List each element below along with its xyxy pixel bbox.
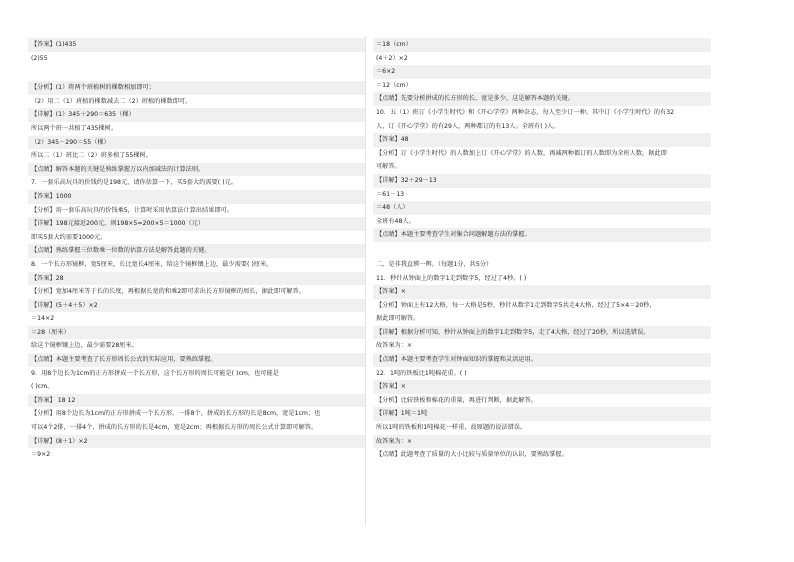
text-line: 可解答。 xyxy=(376,163,401,171)
text-line: 故答案为：× xyxy=(373,435,711,449)
text-line: 所以二（1）班比二（2）班多植了55棵树。 xyxy=(31,152,152,160)
text-line: 所以两个班一共植了435棵树。 xyxy=(31,124,118,132)
text-line: 【答案】28 xyxy=(28,272,366,286)
text-line: 【点睛】熟练掌握三位数乘一位数的估算方法是解答此题的关键。 xyxy=(28,244,366,258)
text-line: （2）345－290＝55（棵） xyxy=(28,136,366,150)
text-line: 12．1吨的铁板比1吨棉花重。( ) xyxy=(376,369,467,377)
text-line: (4＋2）×2 xyxy=(376,54,408,62)
text-line: 人，订《开心学堂》的有29人，两种都订的有13人。全班有( )人。 xyxy=(376,122,560,130)
text-line xyxy=(28,65,366,81)
left-column xyxy=(28,38,366,462)
text-line: 【分析】(1）将两个班植树的棵数相加即可； xyxy=(28,81,366,95)
text-line: 【点睛】先要分析拼成的长方形的长、宽是多少，这是解答本题的关键。 xyxy=(373,92,711,106)
text-line: 【分析】用一套乐高玩具的价钱乘5，计算时采用估算法计算出结果即可。 xyxy=(31,206,233,214)
text-line: ＝6×2 xyxy=(373,65,711,79)
right-column xyxy=(373,38,711,462)
text-line: 【点睛】本题主要考查了长方形周长公式的实际应用，要熟练掌握。 xyxy=(28,353,366,367)
text-line: 【答案】1000 xyxy=(28,190,366,204)
text-line: 【分析】比较铁板和棉花的重量，再进行判断，据此解答。 xyxy=(376,396,537,404)
text-line: 11．秒针从钟面上的数字1走到数字5，经过了4秒。( ) xyxy=(376,274,527,282)
text-line: 7．一套乐高玩具的价钱约是198元，请你估算一下，买5套大约需要( )元。 xyxy=(31,179,237,187)
text-line: 【点睛】此题考查了质量的大小比较与质量单位的认识，要熟练掌握。 xyxy=(376,451,568,459)
text-line: 【答案】× xyxy=(373,380,711,394)
text-line: 【点睛】解答本题的关键是熟练掌握万以内加减法的计算法则。 xyxy=(28,163,366,177)
text-line: 【详解】32＋29－13 xyxy=(373,174,711,188)
text-line: 【详解】1吨＝1吨 xyxy=(373,407,711,421)
text-line: 9．用8个边长为1cm的正方形拼成一个长方形，这个长方形的周长可能是( )cm，也可能是 xyxy=(31,369,279,377)
text-line: 【答案】 18 12 xyxy=(28,394,366,408)
text-line: 给这个镜框镶上边，最少需要28厘米。 xyxy=(31,342,138,350)
text-line: 所以1吨的铁板和1吨棉花一样重，故原题的说法错误。 xyxy=(376,424,527,432)
text-line: ＝12（cm） xyxy=(376,81,412,89)
text-line: 10．五（1）班订《小学生时代》和《开心学堂》两种杂志，每人至少订一种。其中订《小学生时代》的有32 xyxy=(376,108,675,116)
text-line: 可以4个2排，一排4个，拼成的长方形的长是4cm，宽是2cm；再根据长方形的周长公式计算即可解答。 xyxy=(31,424,318,432)
text-line: 【答案】(1)435 xyxy=(28,38,366,52)
text-line: 故答案为：× xyxy=(376,342,413,350)
text-line xyxy=(373,242,711,258)
text-line: 二、是非我直辨一辨。（每题1分，共5分） xyxy=(376,260,493,268)
text-line: 【分析】钟面上有12大格，每一大格是5秒，秒针从数字1走到数字5共走4大格，经过了5×4＝20秒， xyxy=(376,301,656,309)
text-line: 【详解】根据分析可知，秒针从钟面上的数字1走到数字5，走了4大格，经过了20秒，所以选错误。 xyxy=(373,326,711,340)
text-line: 【答案】× xyxy=(373,285,711,299)
text-line: 【答案】48 xyxy=(373,133,711,147)
text-line: 【点睛】本题主要考查学生对集合问题解题方法的掌握。 xyxy=(373,228,711,242)
text-line: 即买5套大约需要1000元。 xyxy=(31,233,107,241)
text-line: (2)55 xyxy=(31,54,48,62)
text-line: 【详解】198元接近200元，则198×5≈200×5＝1000（元） xyxy=(28,217,366,231)
text-line: ＝14×2 xyxy=(31,315,55,323)
text-line: ＝9×2 xyxy=(31,451,51,459)
text-line: （2）用二（1）班植的棵数减去二（2）班植的棵数即可。 xyxy=(31,97,192,105)
text-line: ＝18（cm） xyxy=(373,38,711,52)
text-line: 【分析】订《小学生时代》的人数加上订《开心学堂》的人数，再减两种都订的人数即为全班人数，据此即 xyxy=(376,149,667,157)
text-line: ＝28（厘米） xyxy=(28,326,366,340)
text-line: 【分析】用8个边长为1cm的正方形拼成一个长方形，一排8个，拼成的长方形的长是8cm，宽是1cm；也 xyxy=(31,410,321,418)
text-line: 【点睛】本题主要考查学生对钟面知识的掌握和灵活运用。 xyxy=(373,353,711,367)
text-line: 【详解】(8＋1）×2 xyxy=(28,435,366,449)
text-line: 8．一个长方形镜框，宽5厘米，长比宽长4厘米，给这个镜框镶上边，最少需要( )厘米。 xyxy=(31,260,273,268)
text-line: 【分析】宽加4厘米等于长的长度，再根据长宽的和乘2即可求出长方形镜框的周长，据此即可解答。 xyxy=(31,288,305,296)
text-line: 【详解】(1）345＋290＝635（棵） xyxy=(28,108,366,122)
text-line: 据此即可解答。 xyxy=(376,315,420,323)
text-line: ＝48（人） xyxy=(373,201,711,215)
column-divider xyxy=(365,36,366,526)
text-line: ( )cm。 xyxy=(31,383,54,391)
text-line: ＝61－13 xyxy=(376,190,405,198)
text-line: 全班有48人。 xyxy=(376,217,415,225)
text-line: 【详解】(5＋4＋5）×2 xyxy=(28,299,366,313)
